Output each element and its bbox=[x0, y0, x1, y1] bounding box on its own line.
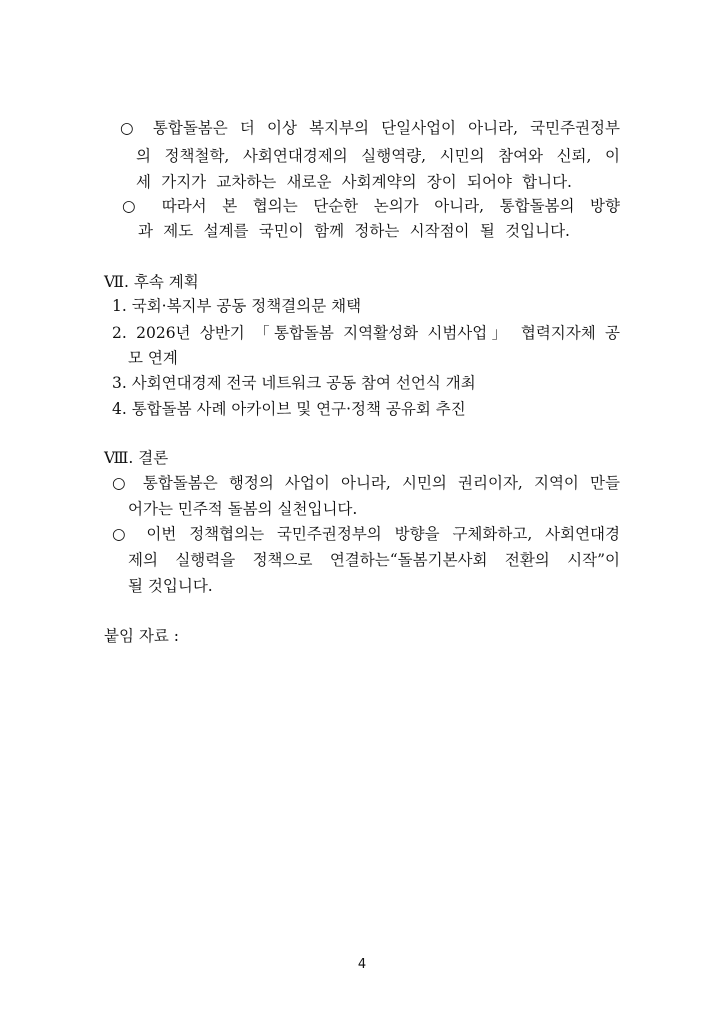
intro-p2-line-1: ○ 따라서 본 협의는 단순한 논의가 아니라, 통합돌봄의 방향 bbox=[122, 197, 620, 215]
section-7-item-1: 1. 국회·복지부 공동 정책결의문 채택 bbox=[112, 297, 362, 315]
section-8-p2-line-2: 제의 실행력을 정책으로 연결하는“돌봄기본사회 전환의 시작”이 bbox=[128, 551, 620, 569]
section-8-p1-line-2: 어가는 민주적 돌봄의 실천입니다. bbox=[128, 500, 358, 518]
intro-p2-line-2: 과 제도 설계를 국민이 함께 정하는 시작점이 될 것입니다. bbox=[138, 222, 570, 240]
section-8-p2-line-1: ○ 이번 정책협의는 국민주권정부의 방향을 구체화하고, 사회연대경 bbox=[112, 525, 620, 543]
section-7-item-3: 3. 사회연대경제 전국 네트워크 공동 참여 선언식 개최 bbox=[112, 374, 476, 392]
intro-p1-line-2: 의 정책철학, 사회연대경제의 실행역량, 시민의 참여와 신뢰, 이 bbox=[136, 147, 620, 165]
section-8-p2-line-3: 될 것입니다. bbox=[128, 577, 213, 595]
attachments-label: 붙임 자료 : bbox=[104, 627, 179, 645]
section-8-p1-line-1: ○ 통합돌봄은 행정의 사업이 아니라, 시민의 권리이자, 지역이 만들 bbox=[112, 474, 620, 492]
section-7-item-2-cont: 모 연계 bbox=[128, 349, 178, 367]
page-number: 4 bbox=[357, 957, 367, 972]
intro-p1-line-1: ○ 통합돌봄은 더 이상 복지부의 단일사업이 아니라, 국민주권정부 bbox=[120, 119, 620, 137]
intro-p1-line-3: 세 가지가 교차하는 새로운 사회계약의 장이 되어야 합니다. bbox=[136, 173, 572, 191]
section-7-title: Ⅶ. 후속 계획 bbox=[104, 273, 199, 291]
section-8-title: Ⅷ. 결론 bbox=[104, 449, 169, 467]
section-7-item-4: 4. 통합돌봄 사례 아카이브 및 연구·정책 공유회 추진 bbox=[112, 400, 466, 418]
section-7-item-2: 2. 2026년 상반기 「통합돌봄 지역활성화 시범사업」 협력지자체 공 bbox=[112, 324, 620, 342]
